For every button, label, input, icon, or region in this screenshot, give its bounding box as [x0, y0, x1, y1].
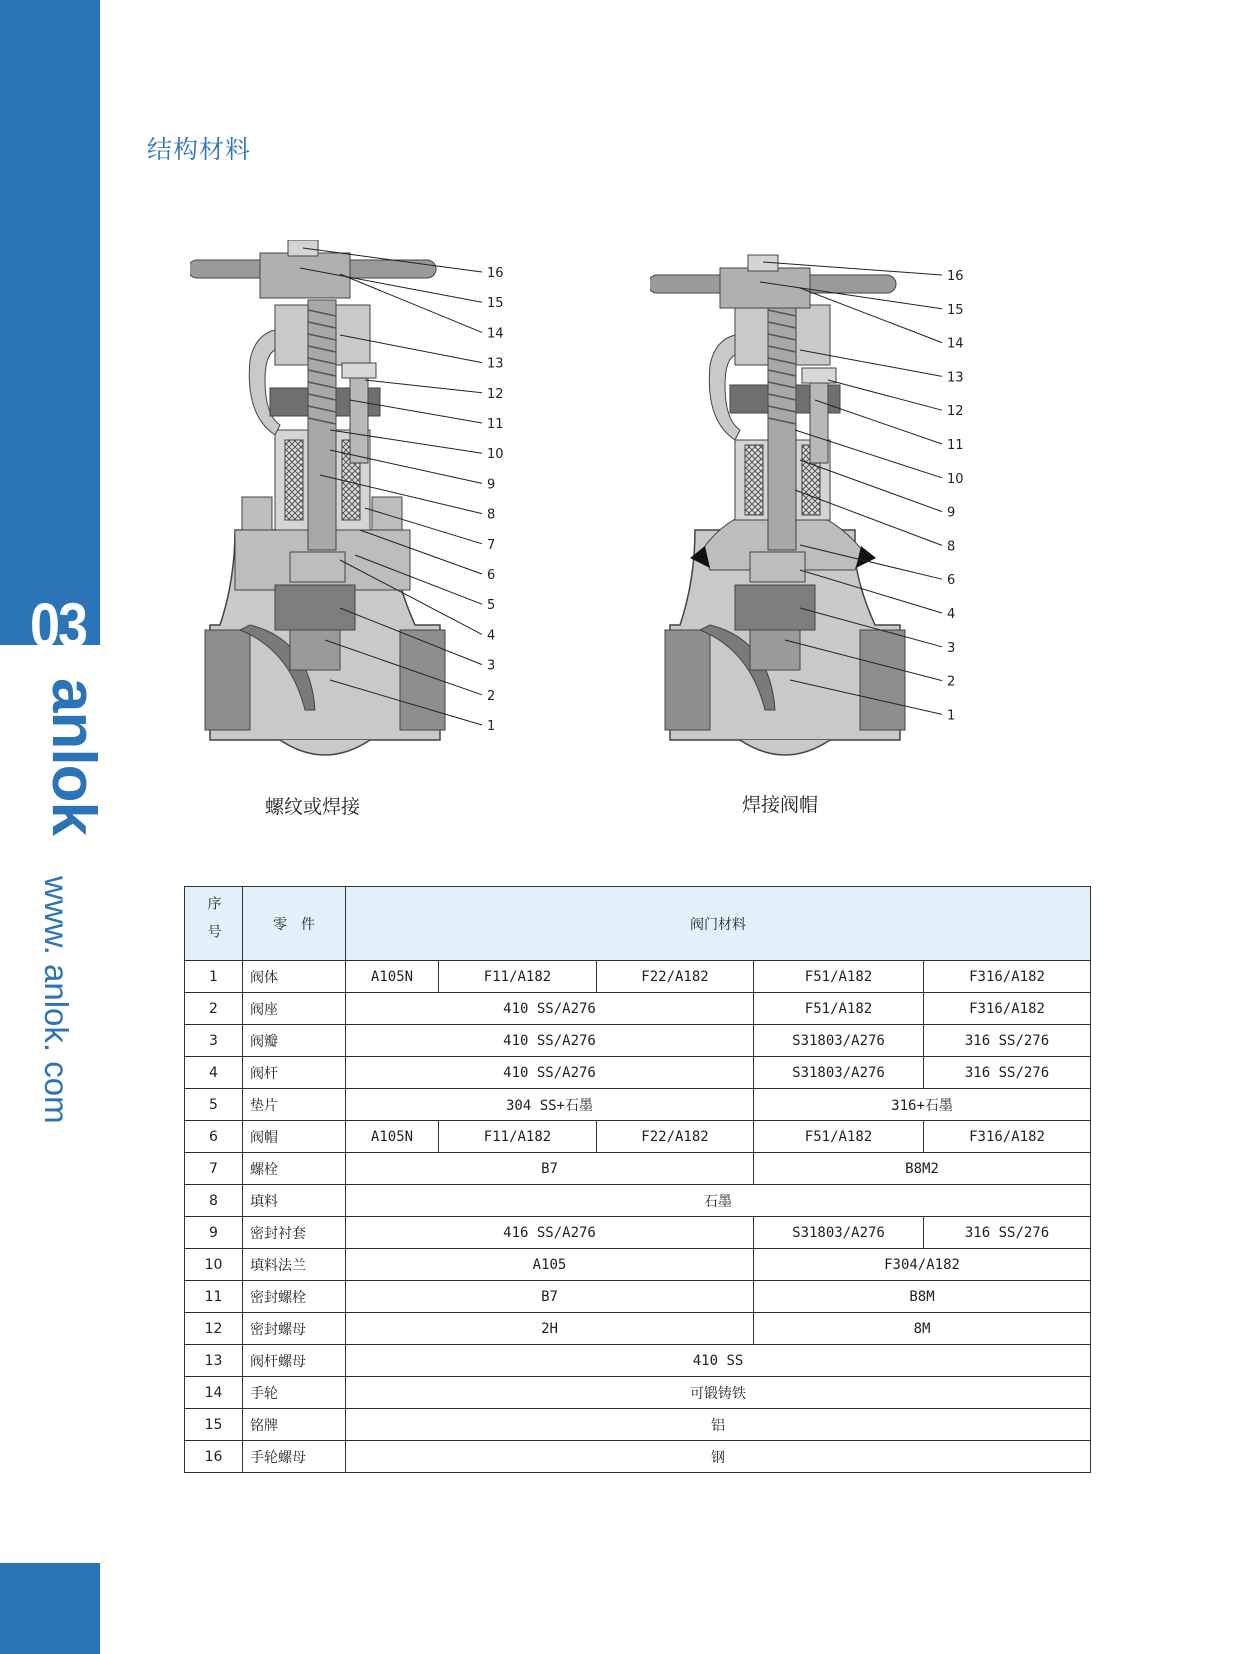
table-row — [185, 1313, 1091, 1345]
part-name: 手轮螺母 — [243, 1441, 346, 1473]
part-name: 手轮 — [243, 1377, 346, 1409]
callout-line — [303, 248, 482, 272]
material-cell: S31803/A276 — [754, 1217, 924, 1249]
part-name: 垫片 — [243, 1089, 346, 1121]
callout-line — [340, 560, 482, 634]
callout-line — [815, 400, 942, 444]
table-header-row — [185, 887, 1091, 961]
material-cell: 304 SS+石墨 — [346, 1089, 754, 1121]
callout-label: 1 — [487, 719, 496, 734]
callout-label: 3 — [947, 640, 956, 656]
material-cell: 410 SS/A276 — [346, 1057, 754, 1089]
table-row — [185, 1409, 1091, 1441]
material-cell: A105N — [346, 961, 439, 993]
callout-label: 2 — [487, 688, 496, 704]
callout-line — [330, 450, 482, 483]
part-name: 填料 — [243, 1185, 346, 1217]
table-row — [185, 961, 1091, 993]
material-cell: 316 SS/276 — [924, 1025, 1091, 1057]
row-number: 15 — [185, 1409, 243, 1441]
material-cell: F11/A182 — [439, 961, 597, 993]
material-cell: 石墨 — [346, 1185, 1091, 1217]
chapter-number: 03 — [30, 591, 87, 661]
row-number: 14 — [185, 1377, 243, 1409]
callout-label: 14 — [487, 326, 504, 342]
callout-line — [800, 460, 942, 512]
material-cell: F316/A182 — [924, 1121, 1091, 1153]
callout-label: 11 — [947, 438, 964, 453]
callout-line — [365, 380, 482, 393]
material-cell: F51/A182 — [754, 1121, 924, 1153]
callout-label: 14 — [947, 336, 964, 352]
row-number: 13 — [185, 1345, 243, 1377]
row-number: 4 — [185, 1057, 243, 1089]
callout-line — [800, 545, 942, 579]
part-name: 螺栓 — [243, 1153, 346, 1185]
table-row — [185, 1153, 1091, 1185]
material-cell: 410 SS/A276 — [346, 993, 754, 1025]
table-row — [185, 1121, 1091, 1153]
row-number: 6 — [185, 1121, 243, 1153]
right-callouts — [650, 240, 1010, 770]
table-row — [185, 1057, 1091, 1089]
callout-line — [355, 555, 482, 604]
callout-label: 15 — [947, 302, 964, 318]
material-cell: A105N — [346, 1121, 439, 1153]
part-name: 阀杆 — [243, 1057, 346, 1089]
row-number: 12 — [185, 1313, 243, 1345]
table-row — [185, 1249, 1091, 1281]
material-cell: 8M — [754, 1313, 1091, 1345]
material-cell: S31803/A276 — [754, 1025, 924, 1057]
callout-label: 12 — [947, 404, 964, 420]
material-cell: 铝 — [346, 1409, 1091, 1441]
material-cell: B8M2 — [754, 1153, 1091, 1185]
callout-label: 10 — [947, 471, 964, 487]
left-figure-caption: 螺纹或焊接 — [265, 796, 361, 818]
header-material: 阀门材料 — [346, 887, 1091, 961]
material-cell: 316 SS/276 — [924, 1217, 1091, 1249]
callout-label: 6 — [487, 568, 496, 583]
header-part: 零 件 — [243, 887, 346, 961]
row-number: 10 — [185, 1249, 243, 1281]
callout-line — [795, 430, 942, 478]
callout-label: 9 — [947, 505, 956, 521]
part-name: 填料法兰 — [243, 1249, 346, 1281]
material-cell: 316+石墨 — [754, 1089, 1091, 1121]
callout-label: 9 — [487, 477, 496, 493]
callout-label: 15 — [487, 296, 504, 312]
callout-line — [360, 530, 482, 574]
row-number: 5 — [185, 1089, 243, 1121]
callout-label: 13 — [947, 370, 964, 386]
table-row — [185, 1025, 1091, 1057]
row-number: 2 — [185, 993, 243, 1025]
callout-line — [320, 475, 482, 514]
material-cell: F11/A182 — [439, 1121, 597, 1153]
callout-line — [760, 282, 942, 309]
callout-line — [340, 335, 482, 363]
part-name: 密封螺栓 — [243, 1281, 346, 1313]
callout-label: 6 — [947, 573, 956, 589]
callout-line — [330, 430, 482, 453]
material-cell: F51/A182 — [754, 961, 924, 993]
row-number: 16 — [185, 1441, 243, 1473]
callout-line — [350, 400, 482, 423]
callout-label: 10 — [487, 447, 504, 463]
material-cell: B7 — [346, 1153, 754, 1185]
row-number: 7 — [185, 1153, 243, 1185]
callout-line — [790, 680, 942, 714]
material-cell: F22/A182 — [597, 961, 754, 993]
callout-line — [800, 288, 942, 343]
callout-line — [340, 274, 482, 332]
callout-label: 8 — [947, 539, 956, 555]
callout-label: 12 — [487, 386, 504, 402]
material-cell: 316 SS/276 — [924, 1057, 1091, 1089]
part-name: 密封螺母 — [243, 1313, 346, 1345]
part-name: 阀帽 — [243, 1121, 346, 1153]
callout-line — [795, 490, 942, 545]
callout-label: 8 — [487, 507, 496, 523]
callout-label: 7 — [487, 537, 496, 553]
material-cell: A105 — [346, 1249, 754, 1281]
material-cell: F22/A182 — [597, 1121, 754, 1153]
left-callouts — [190, 240, 550, 770]
callout-line — [828, 380, 942, 410]
table-row — [185, 1441, 1091, 1473]
part-name: 铭牌 — [243, 1409, 346, 1441]
callout-line — [325, 640, 482, 695]
table-row — [185, 1345, 1091, 1377]
callout-label: 3 — [487, 658, 496, 674]
callout-line — [800, 570, 942, 613]
website-url: www. anlok. com — [38, 876, 75, 1124]
row-number: 11 — [185, 1281, 243, 1313]
material-cell: 410 SS — [346, 1345, 1091, 1377]
callout-label: 16 — [947, 269, 964, 284]
brand-name: anlok — [39, 678, 108, 835]
table-row — [185, 993, 1091, 1025]
section-title: 结构材料 — [147, 135, 252, 164]
material-cell: 2H — [346, 1313, 754, 1345]
material-cell: F316/A182 — [924, 961, 1091, 993]
material-cell: 可锻铸铁 — [346, 1377, 1091, 1409]
callout-label: 5 — [487, 598, 496, 614]
row-number: 8 — [185, 1185, 243, 1217]
callout-line — [763, 262, 942, 275]
callout-label: 1 — [947, 708, 956, 724]
table-row — [185, 1217, 1091, 1249]
material-cell: S31803/A276 — [754, 1057, 924, 1089]
callout-label: 11 — [487, 417, 504, 432]
material-cell: 416 SS/A276 — [346, 1217, 754, 1249]
callout-label: 13 — [487, 356, 504, 372]
material-cell: F51/A182 — [754, 993, 924, 1025]
right-figure-caption: 焊接阀帽 — [742, 794, 819, 816]
callout-line — [800, 350, 942, 376]
callout-line — [785, 640, 942, 681]
row-number: 9 — [185, 1217, 243, 1249]
material-cell: B8M — [754, 1281, 1091, 1313]
table-row — [185, 1377, 1091, 1409]
sidebar-band-bottom — [0, 1563, 100, 1654]
table-row — [185, 1185, 1091, 1217]
callout-label: 4 — [947, 607, 956, 622]
table-row — [185, 1281, 1091, 1313]
part-name: 阀瓣 — [243, 1025, 346, 1057]
row-number: 3 — [185, 1025, 243, 1057]
callout-label: 4 — [487, 628, 496, 644]
part-name: 阀体 — [243, 961, 346, 993]
material-cell: F316/A182 — [924, 993, 1091, 1025]
callout-label: 2 — [947, 674, 956, 690]
material-cell: 钢 — [346, 1441, 1091, 1473]
part-name: 密封衬套 — [243, 1217, 346, 1249]
materials-table — [184, 886, 1091, 1473]
callout-line — [340, 608, 482, 665]
sidebar-band-top — [0, 0, 100, 645]
material-cell: F304/A182 — [754, 1249, 1091, 1281]
callout-label: 16 — [487, 266, 504, 281]
material-cell: 410 SS/A276 — [346, 1025, 754, 1057]
row-number: 1 — [185, 961, 243, 993]
material-cell: B7 — [346, 1281, 754, 1313]
part-name: 阀杆螺母 — [243, 1345, 346, 1377]
callout-line — [300, 268, 482, 302]
part-name: 阀座 — [243, 993, 346, 1025]
callout-line — [800, 608, 942, 647]
table-row — [185, 1089, 1091, 1121]
header-number: 序号 — [185, 887, 243, 961]
